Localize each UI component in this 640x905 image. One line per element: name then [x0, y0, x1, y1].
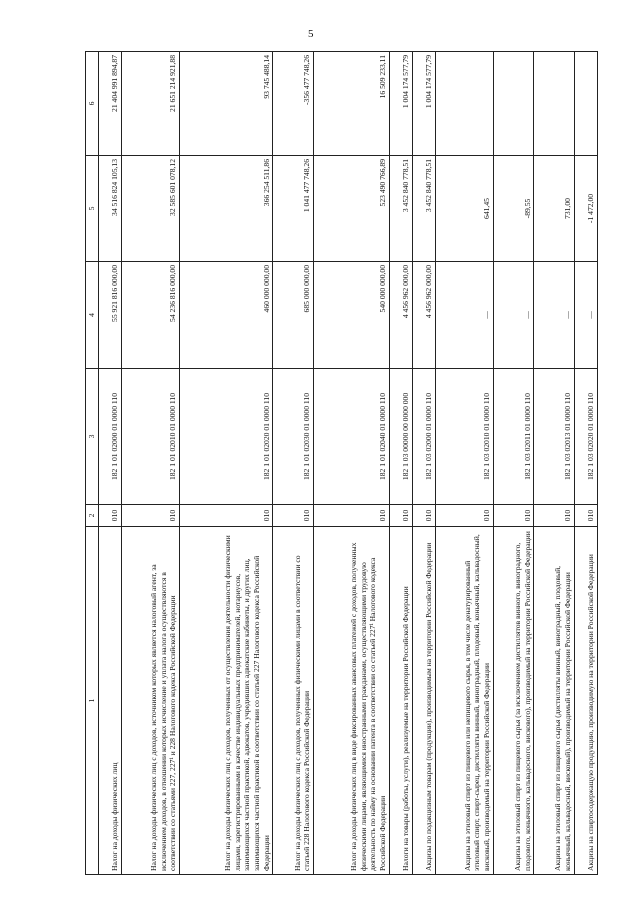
row-budget-code: 182 1 01 02040 01 0000 110 [313, 369, 389, 505]
table-row [493, 52, 534, 875]
row-line-code: 010 [313, 505, 389, 527]
table-row [313, 52, 389, 875]
row-name: Акцизы на спиртосодержащую продукцию, производимую на территории Российской Федерации [574, 527, 597, 875]
row-line-code: 010 [412, 505, 435, 527]
row-executed-amount: 32 585 601 078,12 [121, 156, 179, 262]
row-name: Налог на доходы физических лиц с доходов, полученных от осуществления деятельности физическими лицами, зарегистрированными в качестве индивидуальных предпринимателей, нотариусов, занимающихся частной практикой, адвокатов, учредивших адвокатские кабинеты, и других лиц, занимающихся частной практикой в соответствии со статьей 227 Налогового кодекса Российской Федерации [180, 527, 273, 875]
row-approved-amount: — [574, 262, 597, 369]
row-name: Акцизы на этиловый спирт из пищевого сырья (за исключением дистиллятов винного, виноградного, плодового, коньячного, кальвадосного, вискового), производимый на территории Российской Федерации [493, 527, 534, 875]
row-budget-code: 182 1 01 02010 01 0000 110 [121, 369, 179, 505]
table-row [389, 52, 412, 875]
row-budget-code: 182 1 03 02011 01 0000 110 [493, 369, 534, 505]
row-line-code: 010 [180, 505, 273, 527]
row-approved-amount: 460 000 000,00 [180, 262, 273, 369]
row-name: Налог на доходы физических лиц [99, 527, 122, 875]
row-remainder-amount: 93 745 488,14 [180, 52, 273, 156]
row-approved-amount: 55 921 816 000,00 [99, 262, 122, 369]
column-header: 2 [86, 505, 99, 527]
row-line-code: 010 [493, 505, 534, 527]
row-executed-amount: 641,45 [435, 156, 493, 262]
row-budget-code: 182 1 03 02010 01 0000 110 [435, 369, 493, 505]
row-executed-amount: -1 472,00 [574, 156, 597, 262]
row-line-code: 010 [121, 505, 179, 527]
column-header: 4 [86, 262, 99, 369]
row-approved-amount: 54 236 816 000,00 [121, 262, 179, 369]
table-row [574, 52, 597, 875]
row-line-code: 010 [99, 505, 122, 527]
row-name: Налог на доходы физических лиц в виде фиксированных авансовых платежей с доходов, полученных физическими лицами, являющимися иностранными гражданами, осуществляющими трудовую деятельность по найму на основании патента в соответствии со статьей 227¹ Налогового кодекса Российской Федерации [313, 527, 389, 875]
row-line-code: 010 [273, 505, 314, 527]
table-row [99, 52, 122, 875]
budget-execution-table [85, 51, 598, 875]
table-row [412, 52, 435, 875]
column-header: 6 [86, 52, 99, 156]
table-row [273, 52, 314, 875]
row-line-code: 010 [389, 505, 412, 527]
row-approved-amount: 540 000 000,00 [313, 262, 389, 369]
row-name: Акцизы на этиловый спирт из пищевого сырья (дистилляты винный, виноградный, плодовый, коньячный, кальвадосный, висковый), производимый на территории Российской Федерации [534, 527, 575, 875]
table-row [435, 52, 493, 875]
row-budget-code: 182 1 03 00000 00 0000 000 [389, 369, 412, 505]
row-remainder-amount [534, 52, 575, 156]
column-header: 1 [86, 527, 99, 875]
row-budget-code: 182 1 01 02030 01 0000 110 [273, 369, 314, 505]
row-budget-code: 182 1 03 02013 01 0000 110 [534, 369, 575, 505]
rotated-table-container [85, 52, 598, 875]
row-line-code: 010 [534, 505, 575, 527]
row-executed-amount: 731,00 [534, 156, 575, 262]
column-header: 5 [86, 156, 99, 262]
row-executed-amount: 34 516 824 105,13 [99, 156, 122, 262]
row-budget-code: 182 1 01 02000 01 0000 110 [99, 369, 122, 505]
row-name: Налоги на товары (работы, услуги), реализуемые на территории Российской Федерации [389, 527, 412, 875]
table-row [121, 52, 179, 875]
row-remainder-amount: 21 651 214 921,88 [121, 52, 179, 156]
row-executed-amount: 3 452 840 778,51 [412, 156, 435, 262]
row-budget-code: 182 1 03 02000 01 0000 110 [412, 369, 435, 505]
table-row [534, 52, 575, 875]
row-line-code: 010 [574, 505, 597, 527]
row-executed-amount: 1 041 477 748,26 [273, 156, 314, 262]
row-line-code: 010 [435, 505, 493, 527]
row-budget-code: 182 1 01 02020 01 0000 110 [180, 369, 273, 505]
table-row [180, 52, 273, 875]
row-remainder-amount: 1 004 174 577,79 [389, 52, 412, 156]
row-name: Налог на доходы физических лиц с доходов, полученных физическими лицами в соответствии со статьей 228 Налогового кодекса Российской Федерации [273, 527, 314, 875]
row-remainder-amount [493, 52, 534, 156]
column-header: 3 [86, 369, 99, 505]
row-approved-amount: — [534, 262, 575, 369]
row-budget-code: 182 1 03 02020 01 0000 110 [574, 369, 597, 505]
row-remainder-amount: 16 509 233,11 [313, 52, 389, 156]
row-remainder-amount [435, 52, 493, 156]
row-name: Акцизы на этиловый спирт из пищевого или непищевого сырья, в том числе денатурированный этиловый спирт, спирт-сырец, дистилляты винный, виноградный, плодовый, коньячный, кальвадосный, висковый, производимый на территории Российской Федерации [435, 527, 493, 875]
row-name: Акцизы по подакцизным товарам (продукции), производимым на территории Российской Федерации [412, 527, 435, 875]
table-header-row [86, 52, 99, 875]
row-approved-amount: 685 000 000,00 [273, 262, 314, 369]
row-approved-amount: 4 456 962 000,00 [412, 262, 435, 369]
row-approved-amount: 4 456 962 000,00 [389, 262, 412, 369]
row-remainder-amount: -356 477 748,26 [273, 52, 314, 156]
row-executed-amount: 366 254 511,86 [180, 156, 273, 262]
row-remainder-amount [574, 52, 597, 156]
row-executed-amount: 3 452 840 778,51 [389, 156, 412, 262]
row-name: Налог на доходы физических лиц с доходов, источником которых является налоговый агент, за исключением доходов, в отношении которых исчисление и уплата налога осуществляются в соответствии со статьями 227, 227¹ и 228 Налогового кодекса Российской Федерации [121, 527, 179, 875]
row-remainder-amount: 21 404 991 894,87 [99, 52, 122, 156]
page-number: 5 [308, 28, 314, 40]
row-executed-amount: 523 490 766,89 [313, 156, 389, 262]
row-approved-amount: — [435, 262, 493, 369]
row-executed-amount: -89,55 [493, 156, 534, 262]
row-approved-amount: — [493, 262, 534, 369]
row-remainder-amount: 1 004 174 577,79 [412, 52, 435, 156]
